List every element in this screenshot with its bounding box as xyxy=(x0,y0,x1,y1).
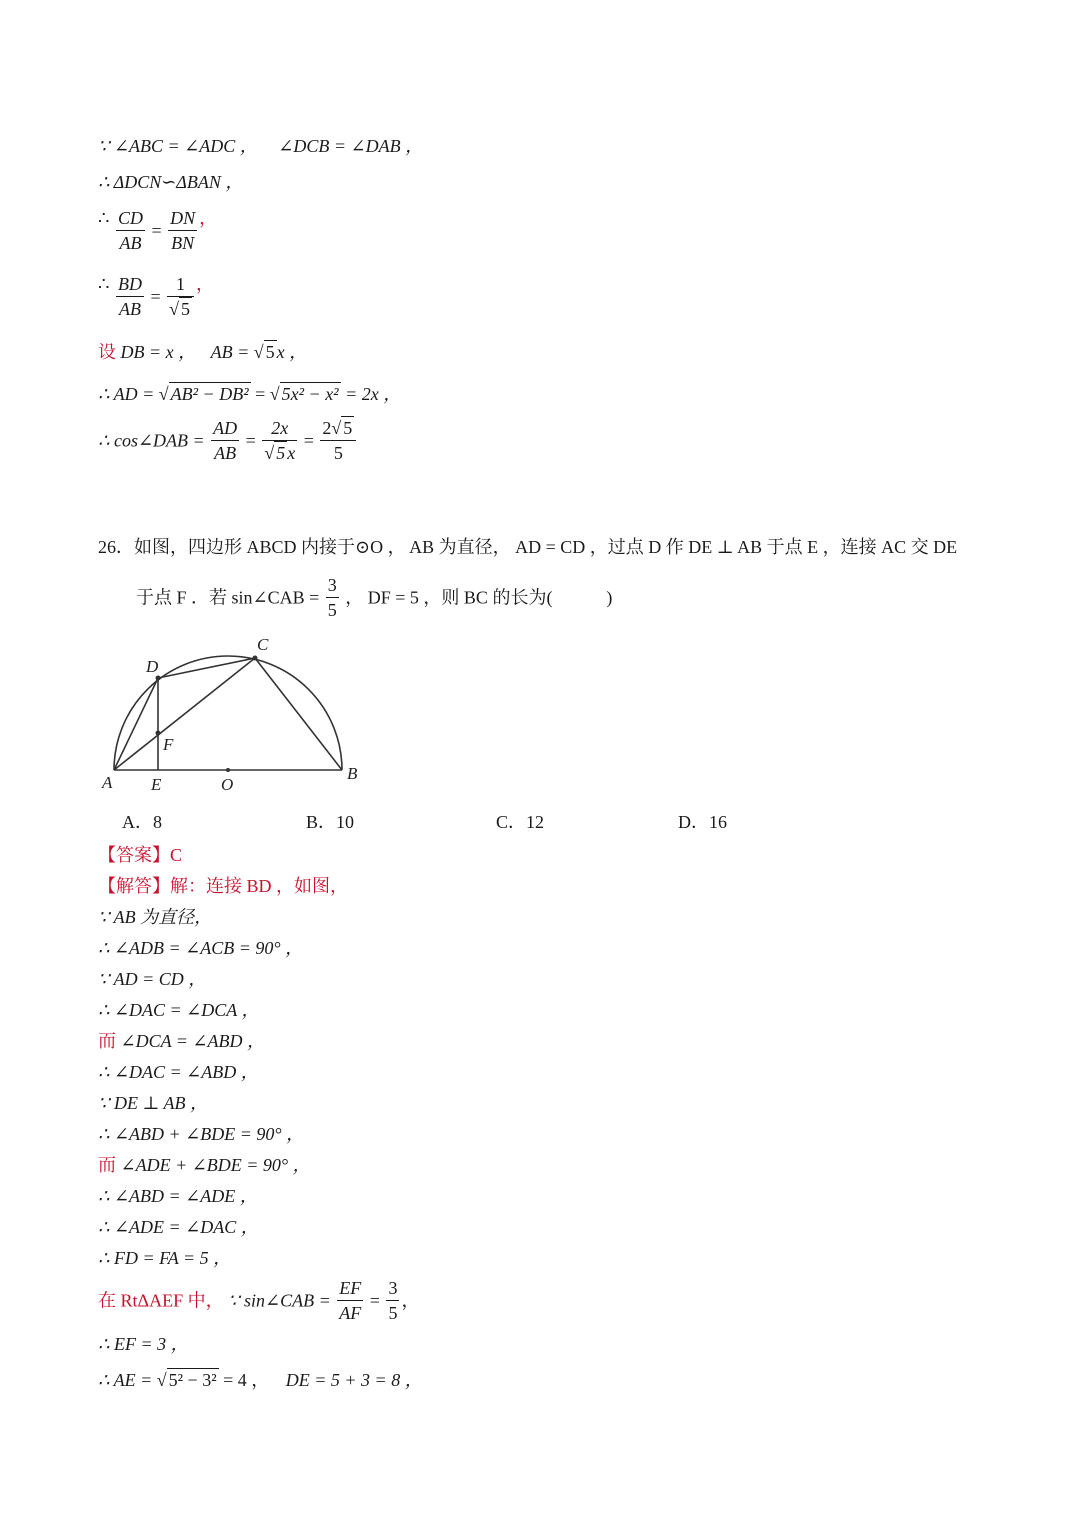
text: ∵ AB 为直径， xyxy=(98,907,213,927)
point-d xyxy=(156,676,161,681)
text: ∴ EF = 3 ， xyxy=(98,1334,189,1354)
step-7 xyxy=(98,1091,208,1115)
denominator: AB xyxy=(119,233,142,253)
numerator: EF xyxy=(337,1276,363,1301)
label-e: E xyxy=(151,775,162,794)
line-ratio-1: ∴ $\frac{CD}{AB}$ = $\frac{DN}{BN}$ ， xyxy=(98,208,218,253)
text: ∠ADE + ∠BDE = 90° ， xyxy=(120,1155,311,1175)
text: ∴ ∠DAC = ∠DCA ， xyxy=(98,1000,260,1020)
option-value: 12 xyxy=(526,812,545,832)
denominator: AB xyxy=(118,299,141,319)
fraction xyxy=(386,1276,399,1325)
step-5 xyxy=(98,1029,265,1053)
step-13: 在 RtΔAEF 中， ∵ sin∠CAB = $\frac{EF}{AF}$ = $\frac{3}{5}$ ， xyxy=(98,1278,420,1323)
answer-line xyxy=(98,843,182,867)
step-4 xyxy=(98,998,259,1022)
denominator: BN xyxy=(171,233,195,253)
segment-ad xyxy=(114,678,158,770)
text: ∴ ∠ADB = ∠ACB = 90° ， xyxy=(98,938,304,958)
label-o: O xyxy=(221,775,234,794)
step-8 xyxy=(98,1122,304,1146)
text: x xyxy=(287,443,296,463)
label-b: B xyxy=(347,764,358,783)
text: = 4 ， xyxy=(218,1370,270,1390)
label: 而 xyxy=(98,1155,116,1175)
option-a[interactable] xyxy=(122,810,162,834)
step-2 xyxy=(98,936,303,960)
numerator: DN xyxy=(168,206,197,231)
text: 【解答】解：连接 BD ，如图， xyxy=(98,876,349,896)
label: 设 xyxy=(98,342,116,362)
step-12 xyxy=(98,1246,231,1270)
fraction xyxy=(337,1276,363,1325)
option-b[interactable] xyxy=(306,810,354,834)
radicand: 5 xyxy=(181,299,190,319)
question-text: 于点 F ．若 sin∠CAB = xyxy=(136,587,324,608)
fraction xyxy=(168,206,197,255)
text: ∴ xyxy=(98,208,110,228)
step-11 xyxy=(98,1215,259,1239)
question-line-2 xyxy=(136,573,612,622)
analysis-head xyxy=(98,874,348,898)
point-o xyxy=(226,768,230,772)
denominator: AB xyxy=(214,443,237,463)
line-given-angles xyxy=(98,134,423,158)
step-10 xyxy=(98,1184,258,1208)
line-ad: ∴ AD = √ AB² − DB² = √ 5x² − x² = 2x ， xyxy=(98,384,402,404)
label-f: F xyxy=(163,735,174,754)
option-value: 16 xyxy=(709,812,727,832)
segment-cb xyxy=(255,658,342,770)
label: 而 xyxy=(98,1031,116,1051)
fraction: $\frac{2√ 5}{5}$ xyxy=(320,416,356,465)
text: DE = 5 + 3 = 8 ， xyxy=(285,1370,423,1390)
option-c[interactable] xyxy=(496,810,544,834)
denominator: AF xyxy=(339,1303,362,1323)
question-line-1 xyxy=(98,535,957,559)
line-let: 设 DB = x ， AB = √ 5 x ， xyxy=(98,342,308,362)
numerator: BD xyxy=(116,272,144,297)
text: ∴ ∠ABD = ∠ADE ， xyxy=(98,1186,258,1206)
fraction xyxy=(116,272,144,321)
text: ∵ DE ⊥ AB ， xyxy=(98,1093,209,1113)
label-c: C xyxy=(257,635,269,654)
answer-label: 【答案】 xyxy=(98,845,170,865)
step-9 xyxy=(98,1153,311,1177)
text: ∵ AD = CD ， xyxy=(98,969,207,989)
radicand: 5 xyxy=(265,342,275,362)
line-cos: ∴ cos∠DAB = $\frac{AD}{AB}$ = $\frac{2x}{√ 5 x}$ = $\frac{2√ 5}{5}$ xyxy=(98,416,358,465)
numerator: AD xyxy=(211,416,239,441)
text: ∴ FD = FA = 5 ， xyxy=(98,1248,232,1268)
text: ∴ ΔDCN∽ΔBAN ， xyxy=(98,172,244,192)
text: ∠DCB = ∠DAB ， xyxy=(278,136,424,156)
numerator: 3 xyxy=(326,573,339,598)
radicand: 5² − 3² xyxy=(168,1370,217,1390)
denominator: 5 xyxy=(388,1303,398,1323)
radicand: 5 xyxy=(343,418,353,438)
text: x ， xyxy=(276,342,308,362)
option-label: A． xyxy=(122,812,153,832)
text: ∴ cos∠DAB = xyxy=(98,430,210,451)
text: ∠DCA = ∠ABD ， xyxy=(120,1031,265,1051)
option-value: 8 xyxy=(153,812,162,832)
radicand: AB² − DB² xyxy=(170,384,249,404)
question-text: ， DF = 5 ，则 BC 的长为( ) xyxy=(345,587,613,608)
text: = 2x ， xyxy=(340,384,402,404)
step-14 xyxy=(98,1332,189,1356)
text: ∵ ∠ABC = ∠ADC ， xyxy=(98,136,258,156)
answer-value: C xyxy=(170,845,183,865)
step-1 xyxy=(98,905,212,929)
segment-dc xyxy=(158,658,255,678)
line-similar xyxy=(98,170,243,194)
fraction xyxy=(326,573,339,622)
numerator: 2x xyxy=(262,416,297,441)
label-a: A xyxy=(102,773,113,792)
text: AB = xyxy=(210,342,254,362)
segment-ac xyxy=(114,658,255,770)
fraction: $\frac{2x}{√ 5 x}$ xyxy=(264,418,296,463)
numerator: CD xyxy=(116,206,145,231)
geometry-figure xyxy=(96,630,376,800)
numerator: 3 xyxy=(386,1276,399,1301)
radicand: 5x² − x² xyxy=(281,384,339,404)
text: 2 xyxy=(322,418,332,438)
point-f xyxy=(156,731,161,736)
option-label: B． xyxy=(306,812,337,832)
text: ∴ ∠ADE = ∠DAC ， xyxy=(98,1217,259,1237)
radicand: 5 xyxy=(276,443,286,463)
point-c xyxy=(253,656,258,661)
denominator: 5 xyxy=(327,600,337,620)
text: DB = x ， xyxy=(120,342,197,362)
text: ∴ AD = xyxy=(98,384,159,404)
option-label: C． xyxy=(496,812,527,832)
label-d: D xyxy=(146,657,159,676)
text: = xyxy=(250,384,270,404)
text: ∴ ∠ABD + ∠BDE = 90° ， xyxy=(98,1124,305,1144)
text: ∵ sin∠CAB = xyxy=(228,1290,336,1311)
text: ， xyxy=(401,1290,420,1311)
question-text: 26．如图，四边形 ABCD 内接于⊙O ， AB 为直径， AD = CD ，过点 D 作 DE ⊥ AB 于点 E ，连接 AC 交 DE xyxy=(98,537,958,557)
label: 在 RtΔAEF 中， xyxy=(98,1290,224,1311)
step-15: ∴ AE = √ 5² − 3² = 4 ， DE = 5 + 3 = 8 ， xyxy=(98,1370,423,1390)
option-label: D． xyxy=(678,812,709,832)
step-6 xyxy=(98,1060,259,1084)
text: ∴ xyxy=(98,274,110,294)
text: ∴ ∠DAC = ∠ABD ， xyxy=(98,1062,259,1082)
text: ∴ AE = xyxy=(98,1370,157,1390)
fraction xyxy=(211,416,239,465)
option-d[interactable] xyxy=(678,810,727,834)
numerator: 1 xyxy=(167,272,194,297)
denominator: 5 xyxy=(333,443,343,463)
fraction: $\frac{1}{√ 5}$ xyxy=(167,272,194,321)
line-ratio-2: ∴ $\frac{BD}{AB}$ = $\frac{1}{√ 5}$ ， xyxy=(98,274,214,319)
fraction xyxy=(116,206,145,255)
step-3 xyxy=(98,967,206,991)
option-value: 10 xyxy=(336,812,355,832)
